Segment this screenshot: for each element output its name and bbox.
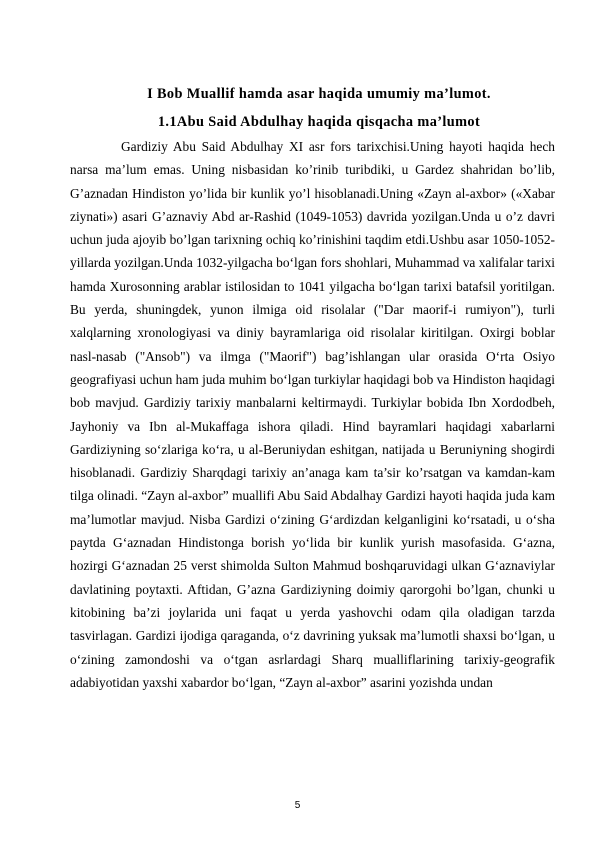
chapter-title: I Bob Muallif hamda asar haqida umumiy ma’lumot. (147, 86, 491, 102)
body-text (70, 135, 555, 694)
page-number: 5 (294, 800, 301, 811)
paragraph: Gardiziy Abu Said Abdulhay XI asr fors tarixchisi.Uning hayoti haqida hech narsa ma’lum emas. Uning nisbasidan ko’rinib turibdiki, u Gardez shahridan bo’lib, G’aznadan Hindiston yo’lida bir kunlik yo’l hisoblanadi.Uning «Zayn al-axbor» («Xabar ziynati») asari G’aznaviy Abd ar-Rashid (1049-1053) davrida yozilgan.Unda u o’z davri uchun juda ajoyib bo’lgan tarixning ochiq ko’rinishini taqdim etdi.Ushbu asar 1050-1052-yillarda yozilgan.Unda 1032-yilgacha bo‘lgan fors shohlari, Muhammad va xalifalar tarixi hamda Xurosonning arablar istilosidan to 1041 yilgacha bo‘lgan tarixi batafsil yoritilgan. Bu yerda, shuningdek, yunon ilmiga oid risolalar ("Dar maorif-i rumiyon"), turli xalqlarning xronologiyasi va diniy bayramlariga oid risolalar kiritilgan. Oxirgi boblar nasl-nasab ("Ansob") va ilmga ("Maorif") bag’ishlangan ular orasida O‘rta Osiyo geografiyasi uchun ham juda muhim bo‘lgan turkiylar haqidagi bob va Hindiston haqidagi bob mavjud. Gardiziy tarixiy manbalarni keltirmaydi. Turkiylar bobida Ibn Xordodbeh, Jayhoniy va Ibn al-Mukaffaga ishora qiladi. Hind bayramlari haqidagi xabarlarni Gardiziyning so‘zlariga ko‘ra, u al-Beruniydan eshitgan, natijada u Beruniyning shogirdi hisoblanadi. Gardiziy Sharqdagi tarixiy an’anaga kam ta’sir ko’rsatgan va kamdan-kam tilga olinadi. “Zayn al-axbor” muallifi Abu Said Abdalhay Gardizi hayoti haqida juda kam ma’lumotlar mavjud. Nisba Gardizi o‘zining G‘ardizdan kelganligini ko‘rsatadi, u o‘sha paytda G‘aznadan Hindistonga borish yo‘lida bir kunlik yurish masofasida. G‘azna, hozirgi G‘aznadan 25 verst shimolda Sulton Mahmud boshqaruvidagi ulkan G‘aznaviylar davlatining poytaxti. Aftidan, G’azna Gardiziyning doimiy qarorgohi bo’lgan, chunki u kitobining ba’zi joylarida uni faqat u yerda yashovchi odam qila oladigan tarzda tasvirlagan. Gardizi ijodiga qaraganda, o‘z davrining yuksak ma’lumotli shaxsi bo‘lgan, u o‘zining zamondoshi va o‘tgan asrlardagi Sharq mualliflarining tarixiy-geografik adabiyotidan yaxshi xabardor bo‘lgan, “Zayn al-axbor” asarini yozishda undan (70, 139, 555, 690)
section-title: 1.1Abu Said Abdulhay haqida qisqacha ma’lumot (157, 114, 481, 130)
